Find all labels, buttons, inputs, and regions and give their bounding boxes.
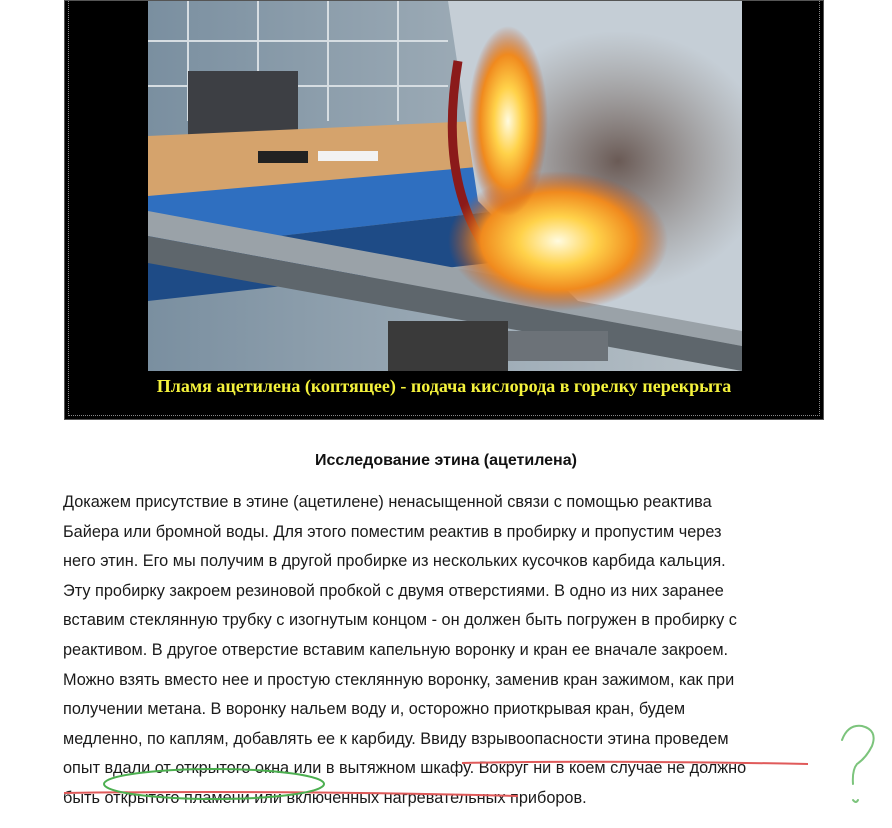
text-segment: медленно, по каплям, добавлять ее к карбиду. xyxy=(63,729,421,748)
text-line: вставим стеклянную трубку с изогнутым концом - он должен быть погружен в пробирку с xyxy=(63,611,737,630)
text-line: Докажем присутствие в этине (ацетилене) ненасыщенной связи с помощью реактива xyxy=(63,493,712,511)
section-title: Исследование этина (ацетилена) xyxy=(315,452,577,469)
text-line: получении метана. В воронку нальем воду и, осторожно приоткрывая кран, будем xyxy=(63,700,686,719)
text-line: Эту пробирку закроем резиновой пробкой с двумя отверстиями. В одно из них заранее xyxy=(63,581,724,600)
underlined-warning-start: Ввиду взрывоопасности этина проведем xyxy=(420,729,729,748)
text-line xyxy=(63,725,853,755)
text-line: него этин. Его мы получим в другой пробирке из нескольких кусочков карбида кальция. xyxy=(63,552,726,571)
question-mark-dot-icon xyxy=(853,800,858,802)
text-line xyxy=(63,754,853,784)
text-segment: Вокруг ни в коем случае не должно xyxy=(474,759,747,778)
text-line: быть открытого пламени или включенных нагревательных приборов. xyxy=(63,788,587,807)
article-body xyxy=(63,488,853,814)
text-line: Можно взять вместо нее и простую стеклянную воронку, заменив кран зажимом, как при xyxy=(63,670,735,689)
figure-caption: Пламя ацетилена (коптящее) - подача кислорода в горелку перекрыта xyxy=(156,376,732,396)
text-line: Байера или бромной воды. Для этого поместим реактив в пробирку и пропустим через xyxy=(63,522,722,541)
figure-frame xyxy=(64,0,824,420)
acetylene-flame-photo xyxy=(148,1,742,371)
underlined-warning-end: опыт вдали от открытого окна или в вытяжном шкафу. xyxy=(63,759,475,778)
text-line: реактивом. В другое отверстие вставим капельную воронку и кран ее вначале закроем. xyxy=(63,640,729,659)
